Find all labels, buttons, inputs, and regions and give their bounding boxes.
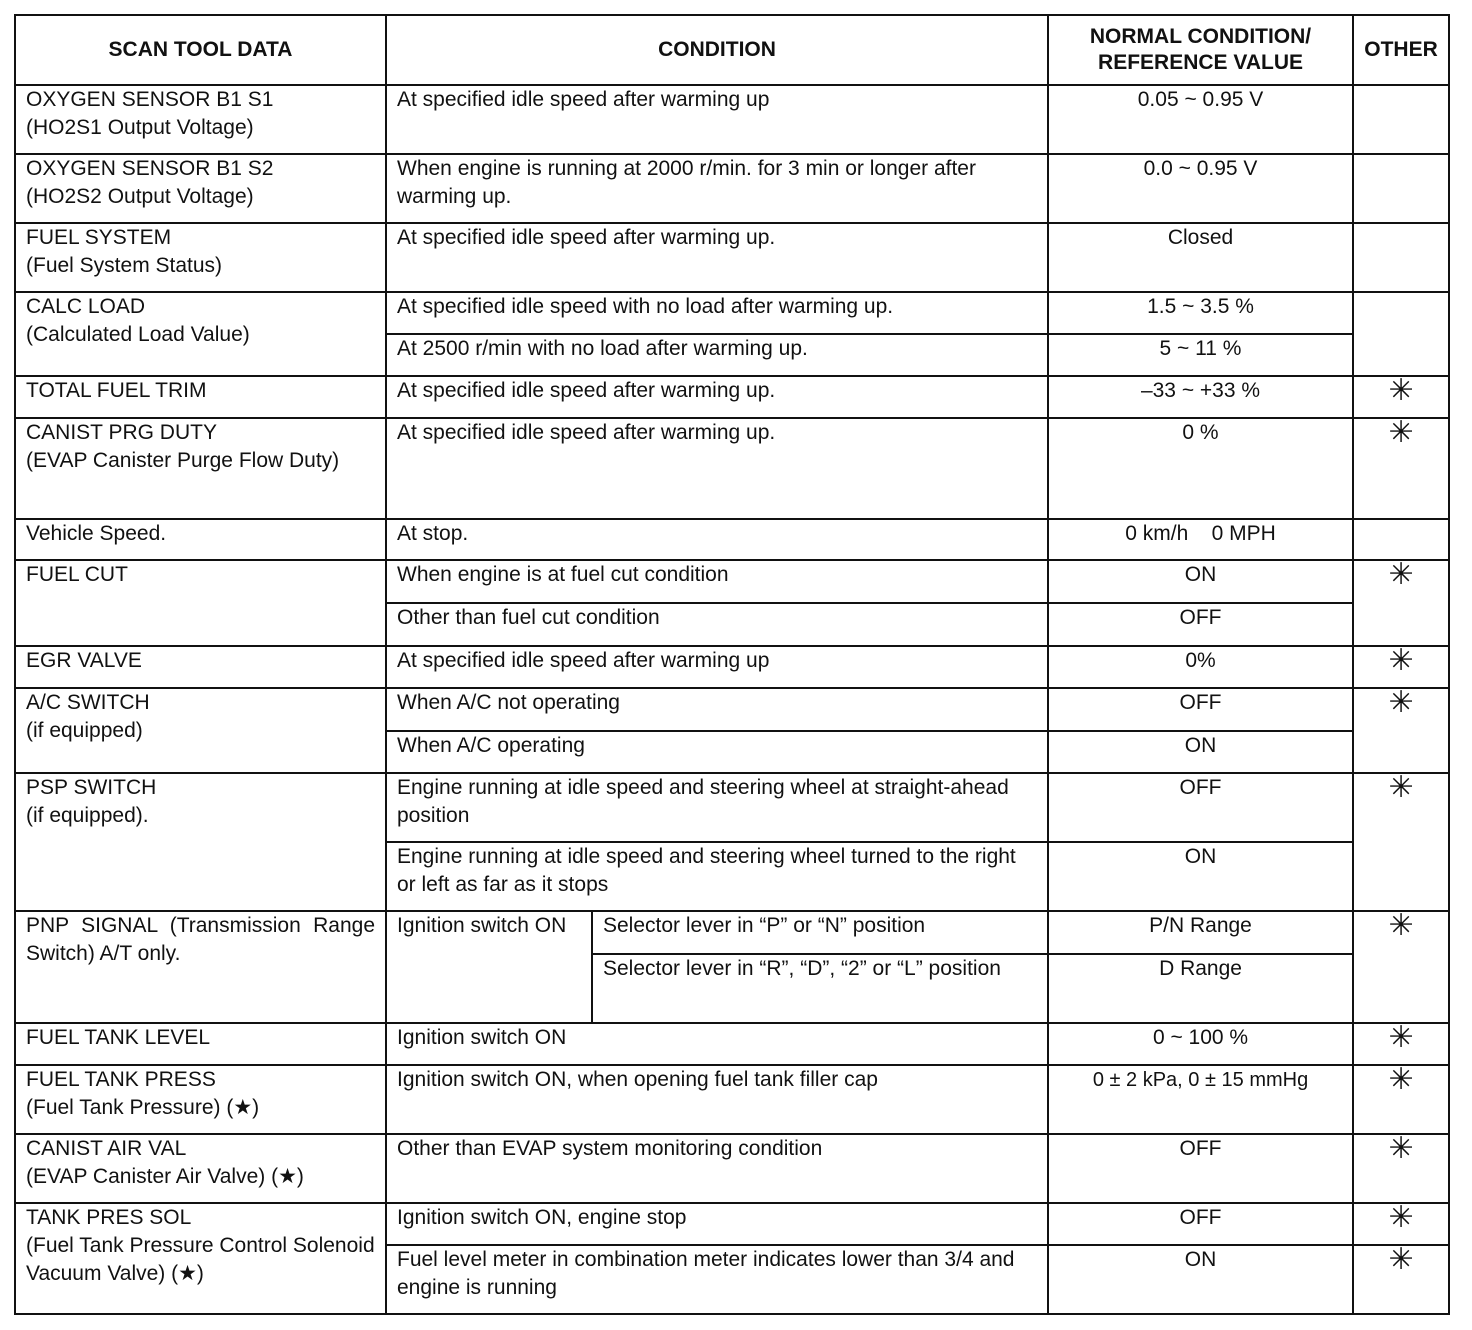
condition-cell: At specified idle speed with no load after warming up. (386, 292, 1048, 334)
condition-cell: At specified idle speed after warming up (386, 646, 1048, 688)
condition-cell: At specified idle speed after warming up. (386, 376, 1048, 418)
header-other: OTHER (1353, 15, 1449, 85)
scan-data-desc: (Fuel System Status) (26, 254, 223, 277)
table-row (15, 418, 1449, 519)
other-cell (1353, 85, 1449, 154)
condition-cell: Ignition switch ON, engine stop (386, 1203, 1048, 1245)
condition-cell: Engine running at idle speed and steering wheel at straight-ahead position (386, 773, 1048, 842)
reference-value: OFF (1048, 1203, 1353, 1245)
other-mark: ✳ (1353, 1065, 1449, 1134)
reference-value: ON (1048, 731, 1353, 773)
other-mark: ✳ (1353, 560, 1449, 646)
scan-data-desc: (Calculated Load Value) (26, 323, 250, 346)
scan-data-cell (15, 418, 386, 519)
other-mark: ✳ (1353, 1134, 1449, 1203)
table-row (15, 292, 1449, 334)
table-row (15, 223, 1449, 292)
scan-data-desc: (Fuel Tank Pressure) (★) (26, 1096, 260, 1119)
scan-data-name: EGR VALVE (15, 646, 386, 688)
table-row (15, 911, 1449, 954)
scan-data-name: FUEL SYSTEM (26, 226, 172, 249)
header-normal-line2: REFERENCE VALUE (1098, 51, 1303, 74)
reference-value: P/N Range (1048, 911, 1353, 954)
header-normal-line1: NORMAL CONDITION/ (1089, 25, 1312, 48)
condition-cell: Ignition switch ON, when opening fuel tank filler cap (386, 1065, 1048, 1134)
condition-cell: Other than EVAP system monitoring condition (386, 1134, 1048, 1203)
other-cell (1353, 519, 1449, 560)
scan-data-name: OXYGEN SENSOR B1 S1 (26, 88, 274, 111)
scan-data-cell (15, 1134, 386, 1203)
scan-data-name: PNP SIGNAL (Transmission Range Switch) A/T only. (15, 911, 386, 1023)
header-scan-tool-data: SCAN TOOL DATA (15, 15, 386, 85)
condition-cell: Selector lever in “R”, “D”, “2” or “L” position (592, 954, 1048, 1023)
reference-value: 0.05 ~ 0.95 V (1048, 85, 1353, 154)
condition-cell: Ignition switch ON (386, 1023, 1048, 1065)
other-mark: ✳ (1353, 911, 1449, 1023)
ignition-switch-cell: Ignition switch ON (386, 911, 592, 1023)
scan-data-desc: (HO2S2 Output Voltage) (26, 185, 254, 208)
table-row (15, 154, 1449, 223)
condition-cell: At specified idle speed after warming up. (386, 418, 1048, 519)
scan-data-cell (15, 85, 386, 154)
scan-data-name: TOTAL FUEL TRIM (15, 376, 386, 418)
condition-cell: When A/C not operating (386, 688, 1048, 731)
other-cell (1353, 292, 1449, 376)
condition-cell: At specified idle speed after warming up (386, 85, 1048, 154)
table-row (15, 1023, 1449, 1065)
table-row (15, 1134, 1449, 1203)
other-mark: ✳ (1353, 376, 1449, 418)
scan-data-name: CALC LOAD (26, 295, 146, 318)
scan-data-name: FUEL TANK PRESS (26, 1068, 216, 1091)
reference-value: Closed (1048, 223, 1353, 292)
other-mark: ✳ (1353, 1245, 1449, 1314)
scan-data-cell (15, 773, 386, 911)
other-mark: ✳ (1353, 688, 1449, 773)
table-row (15, 376, 1449, 418)
scan-data-cell (15, 154, 386, 223)
table-row (15, 519, 1449, 560)
scan-data-desc: (EVAP Canister Purge Flow Duty) (26, 449, 340, 472)
scan-data-cell (15, 1065, 386, 1134)
scan-data-desc: (EVAP Canister Air Valve) (★) (26, 1165, 304, 1188)
scan-data-name: CANIST PRG DUTY (26, 421, 217, 444)
scan-data-name: Vehicle Speed. (15, 519, 386, 560)
condition-cell: When engine is running at 2000 r/min. for 3 min or longer after warming up. (386, 154, 1048, 223)
condition-cell: At specified idle speed after warming up. (386, 223, 1048, 292)
condition-cell: Other than fuel cut condition (386, 603, 1048, 646)
reference-value: –33 ~ +33 % (1048, 376, 1353, 418)
table-row (15, 688, 1449, 731)
reference-value: ON (1048, 1245, 1353, 1314)
scan-data-desc: (if equipped) (26, 719, 143, 742)
condition-cell: Selector lever in “P” or “N” position (592, 911, 1048, 954)
scan-data-name: OXYGEN SENSOR B1 S2 (26, 157, 274, 180)
other-mark: ✳ (1353, 1203, 1449, 1245)
header-condition: CONDITION (386, 15, 1048, 85)
reference-value: OFF (1048, 688, 1353, 731)
reference-value: ON (1048, 842, 1353, 911)
reference-value: 0 km/h 0 MPH (1048, 519, 1353, 560)
table-row (15, 773, 1449, 842)
table-row (15, 1203, 1449, 1245)
reference-value: D Range (1048, 954, 1353, 1023)
scan-data-desc: (HO2S1 Output Voltage) (26, 116, 254, 139)
table-row (15, 560, 1449, 603)
condition-cell: Fuel level meter in combination meter indicates lower than 3/4 and engine is running (386, 1245, 1048, 1314)
reference-value: OFF (1048, 773, 1353, 842)
other-mark: ✳ (1353, 418, 1449, 519)
scan-data-name: CANIST AIR VAL (26, 1137, 187, 1160)
reference-value: 0 % (1048, 418, 1353, 519)
table-row (15, 1065, 1449, 1134)
reference-value: 5 ~ 11 % (1048, 334, 1353, 376)
scan-data-name: TANK PRES SOL (26, 1206, 192, 1229)
reference-value: ON (1048, 560, 1353, 603)
header-row (15, 15, 1449, 85)
scan-data-cell (15, 1203, 386, 1314)
condition-cell: When A/C operating (386, 731, 1048, 773)
scan-data-cell (15, 292, 386, 376)
reference-value: 0 ± 2 kPa, 0 ± 15 mmHg (1048, 1065, 1353, 1134)
condition-cell: Engine running at idle speed and steering wheel turned to the right or left as far as it stops (386, 842, 1048, 911)
scan-data-name: FUEL CUT (15, 560, 386, 646)
scan-data-cell (15, 688, 386, 773)
scan-tool-data-table (14, 14, 1450, 1315)
scan-data-name: FUEL TANK LEVEL (15, 1023, 386, 1065)
other-cell (1353, 223, 1449, 292)
reference-value: OFF (1048, 603, 1353, 646)
other-cell (1353, 154, 1449, 223)
other-mark: ✳ (1353, 1023, 1449, 1065)
other-mark: ✳ (1353, 773, 1449, 911)
scan-data-cell (15, 223, 386, 292)
condition-cell: At stop. (386, 519, 1048, 560)
scan-data-name: PSP SWITCH (26, 776, 157, 799)
condition-cell: When engine is at fuel cut condition (386, 560, 1048, 603)
scan-data-name: A/C SWITCH (26, 691, 150, 714)
reference-value: 0.0 ~ 0.95 V (1048, 154, 1353, 223)
reference-value: 1.5 ~ 3.5 % (1048, 292, 1353, 334)
scan-data-desc: (Fuel Tank Pressure Control Solenoid Vacuum Valve) (★) (26, 1234, 375, 1285)
condition-cell: At 2500 r/min with no load after warming up. (386, 334, 1048, 376)
table-row (15, 85, 1449, 154)
reference-value: OFF (1048, 1134, 1353, 1203)
header-normal-condition (1048, 15, 1353, 85)
table-row (15, 646, 1449, 688)
other-mark: ✳ (1353, 646, 1449, 688)
reference-value: 0 ~ 100 % (1048, 1023, 1353, 1065)
scan-data-desc: (if equipped). (26, 804, 149, 827)
reference-value: 0% (1048, 646, 1353, 688)
